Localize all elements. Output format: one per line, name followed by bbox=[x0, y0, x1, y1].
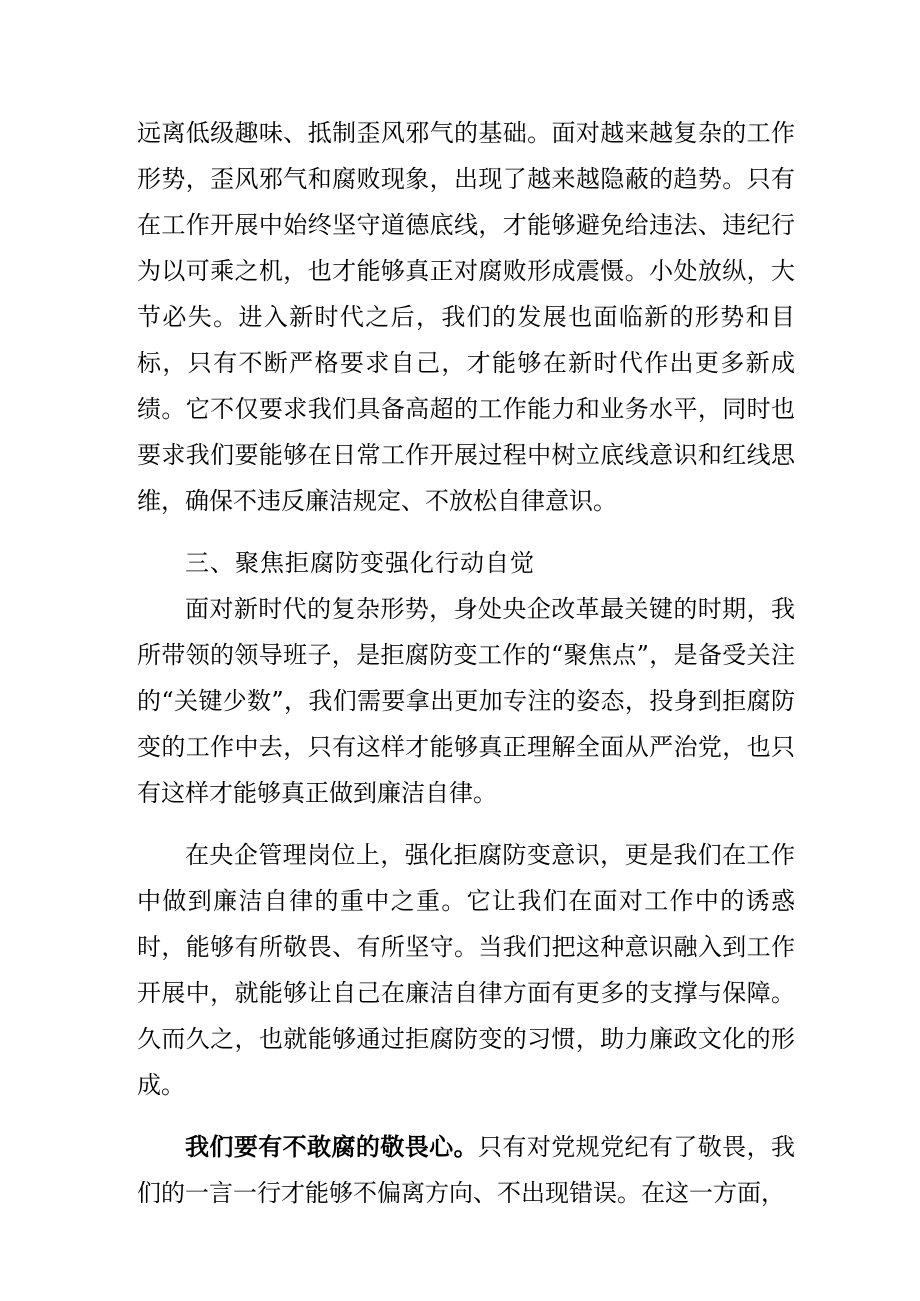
document-body bbox=[137, 110, 795, 1216]
paragraph-lead-sentence: 我们要有不敢腐的敬畏心。 bbox=[185, 1133, 478, 1161]
paragraph: 在央企管理岗位上，强化拒腐防变意识，更是我们在工作中做到廉洁自律的重中之重。它让我们在面对工作中的诱惑时，能够有所敬畏、有所坚守。当我们把这种意识融入到工作开展中，就能够让自己在廉洁自律方面有更多的支撑与保障。久而久之，也就能够通过拒腐防变的习惯，助力廉政文化的形成。 bbox=[137, 841, 795, 1099]
paragraph-body-text: 只有对党规党纪有了敬畏，我们的一言一行才能够不偏离方向、不出现错误。在这一方面， bbox=[137, 1133, 795, 1207]
section-heading: 三、聚焦拒腐防变强化行动自觉 bbox=[185, 549, 535, 577]
paragraph bbox=[137, 1124, 795, 1216]
paragraph-continued: 远离低级趣味、抵制歪风邪气的基础。面对越来越复杂的工作形势，歪风邪气和腐败现象，出现了越来越隐蔽的趋势。只有在工作开展中始终坚守道德底线，才能够避免给违法、违纪行为以可乘之机，也才能够真正对腐败形成震慑。小处放纵，大节必失。进入新时代之后，我们的发展也面临新的形势和目标，只有不断严格要求自己，才能够在新时代作出更多新成绩。它不仅要求我们具备高超的工作能力和业务水平，同时也要求我们要能够在日常工作开展过程中树立底线意识和红线思维，确保不违反廉洁规定、不放松自律意识。 bbox=[137, 119, 795, 515]
paragraph: 面对新时代的复杂形势，身处央企改革最关键的时期，我所带领的领导班子，是拒腐防变工作的“聚焦点”，是备受关注的“关键少数”，我们需要拿出更加专注的姿态，投身到拒腐防变的工作中去，只有这样才能够真正理解全面从严治党，也只有这样才能够真正做到廉洁自律。 bbox=[137, 595, 795, 807]
